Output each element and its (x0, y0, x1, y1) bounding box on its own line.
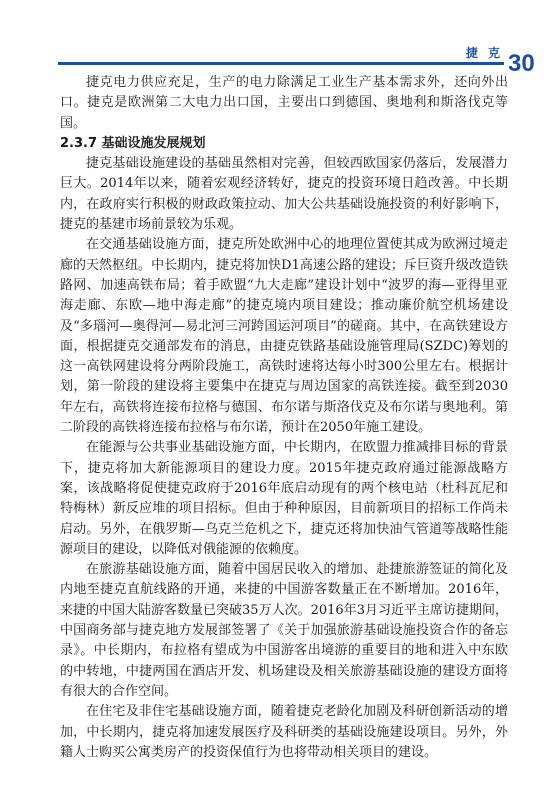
intro-paragraph: 捷克电力供应充足，生产的电力除满足工业生产基本需求外，还向外出口。捷克是欧洲第二大电力出口国，主要出口到德国、奥地利和斯洛伐克等国。 (60, 75, 508, 131)
paragraph-tourism: 在旅游基础设施方面，随着中国居民收入的增加、赴捷旅游签证的简化及内地至捷克直航线路的开通，来捷的中国游客数量正在不断增加。2016年，来捷的中国大陆游客数量已突破35万人次。2016年3月习近平主席访捷期间，中国商务部与捷克地方发展部签署了《关于加强旅游基础设施投资合作的备忘录》。中长期内，布拉格有望成为中国游客出境游的重要目的地和进入中东欧的中转地，中捷两国在酒店开发、机场建设及相关旅游基础设施的建设方面将有很大的合作空间。 (60, 562, 508, 699)
paragraph-energy: 在能源与公共事业基础设施方面，中长期内，在欧盟力推减排目标的背景下，捷克将加大新能源项目的建设力度。2015年捷克政府通过能源战略方案，该战略将促使捷克政府于2016年底启动现有的两个核电站（杜科瓦尼和特梅林）新反应堆的项目招标。但由于种种原因，目前新项目的招标工作尚未启动。另外，在俄罗斯—乌克兰危机之下，捷克还将加快油气管道等战略性能源项目的建设，以降低对俄能源的依赖度。 (60, 440, 508, 557)
paragraph-overview: 捷克基础设施建设的基础虽然相对完善，但较西欧国家仍落后，发展潜力巨大。2014年以来，随着宏观经济转好，捷克的投资环境日趋改善。中长期内，在政府实行积极的财政政策拉动、加大公共基础设施投资的利好影响下，捷克的基建市场前景较为乐观。 (60, 156, 508, 233)
page-body (60, 73, 508, 763)
paragraph-housing: 在住宅及非住宅基础设施方面，随着捷克老龄化加剧及科研创新活动的增加，中长期内，捷克将加速发展医疗及科研类的基础设施建设项目。另外，外籍人士购买公寓类房产的投资保值行为也将带动相关项目的建设。 (60, 704, 508, 760)
paragraph-transport: 在交通基础设施方面，捷克所处欧洲中心的地理位置使其成为欧洲过境走廊的天然枢纽。中长期内，捷克将加快D1高速公路的建设；斥巨资升级改造铁路网、加速高铁布局；着手欧盟“九大走廊”建设计划中“波罗的海—亚得里亚海走廊、东欧—地中海走廊”的捷克境内项目建设；推动廉价航空机场建设及“多瑙河—奥得河—易北河三河跨国运河项目”的磋商。其中，在高铁建设方面，根据捷克交通部发布的消息，由捷克铁路基础设施管理局(SZDC)筹划的这一高铁网建设将分两阶段施工，高铁时速将达每小时300公里左右。根据计划，第一阶段的建设将主要集中在捷克与周边国家的高铁连接。截至到2030年左右，高铁将连接布拉格与德国、布尔诺与斯洛伐克及布尔诺与奥地利。第二阶段的高铁将连接布拉格与布尔诺，预计在2050年施工建设。 (60, 237, 508, 436)
section-heading: 2.3.7 基础设施发展规划 (60, 135, 206, 151)
running-header-title: 捷 克 (465, 46, 503, 60)
header-rule (58, 62, 504, 65)
page-number: 30 (508, 50, 535, 77)
